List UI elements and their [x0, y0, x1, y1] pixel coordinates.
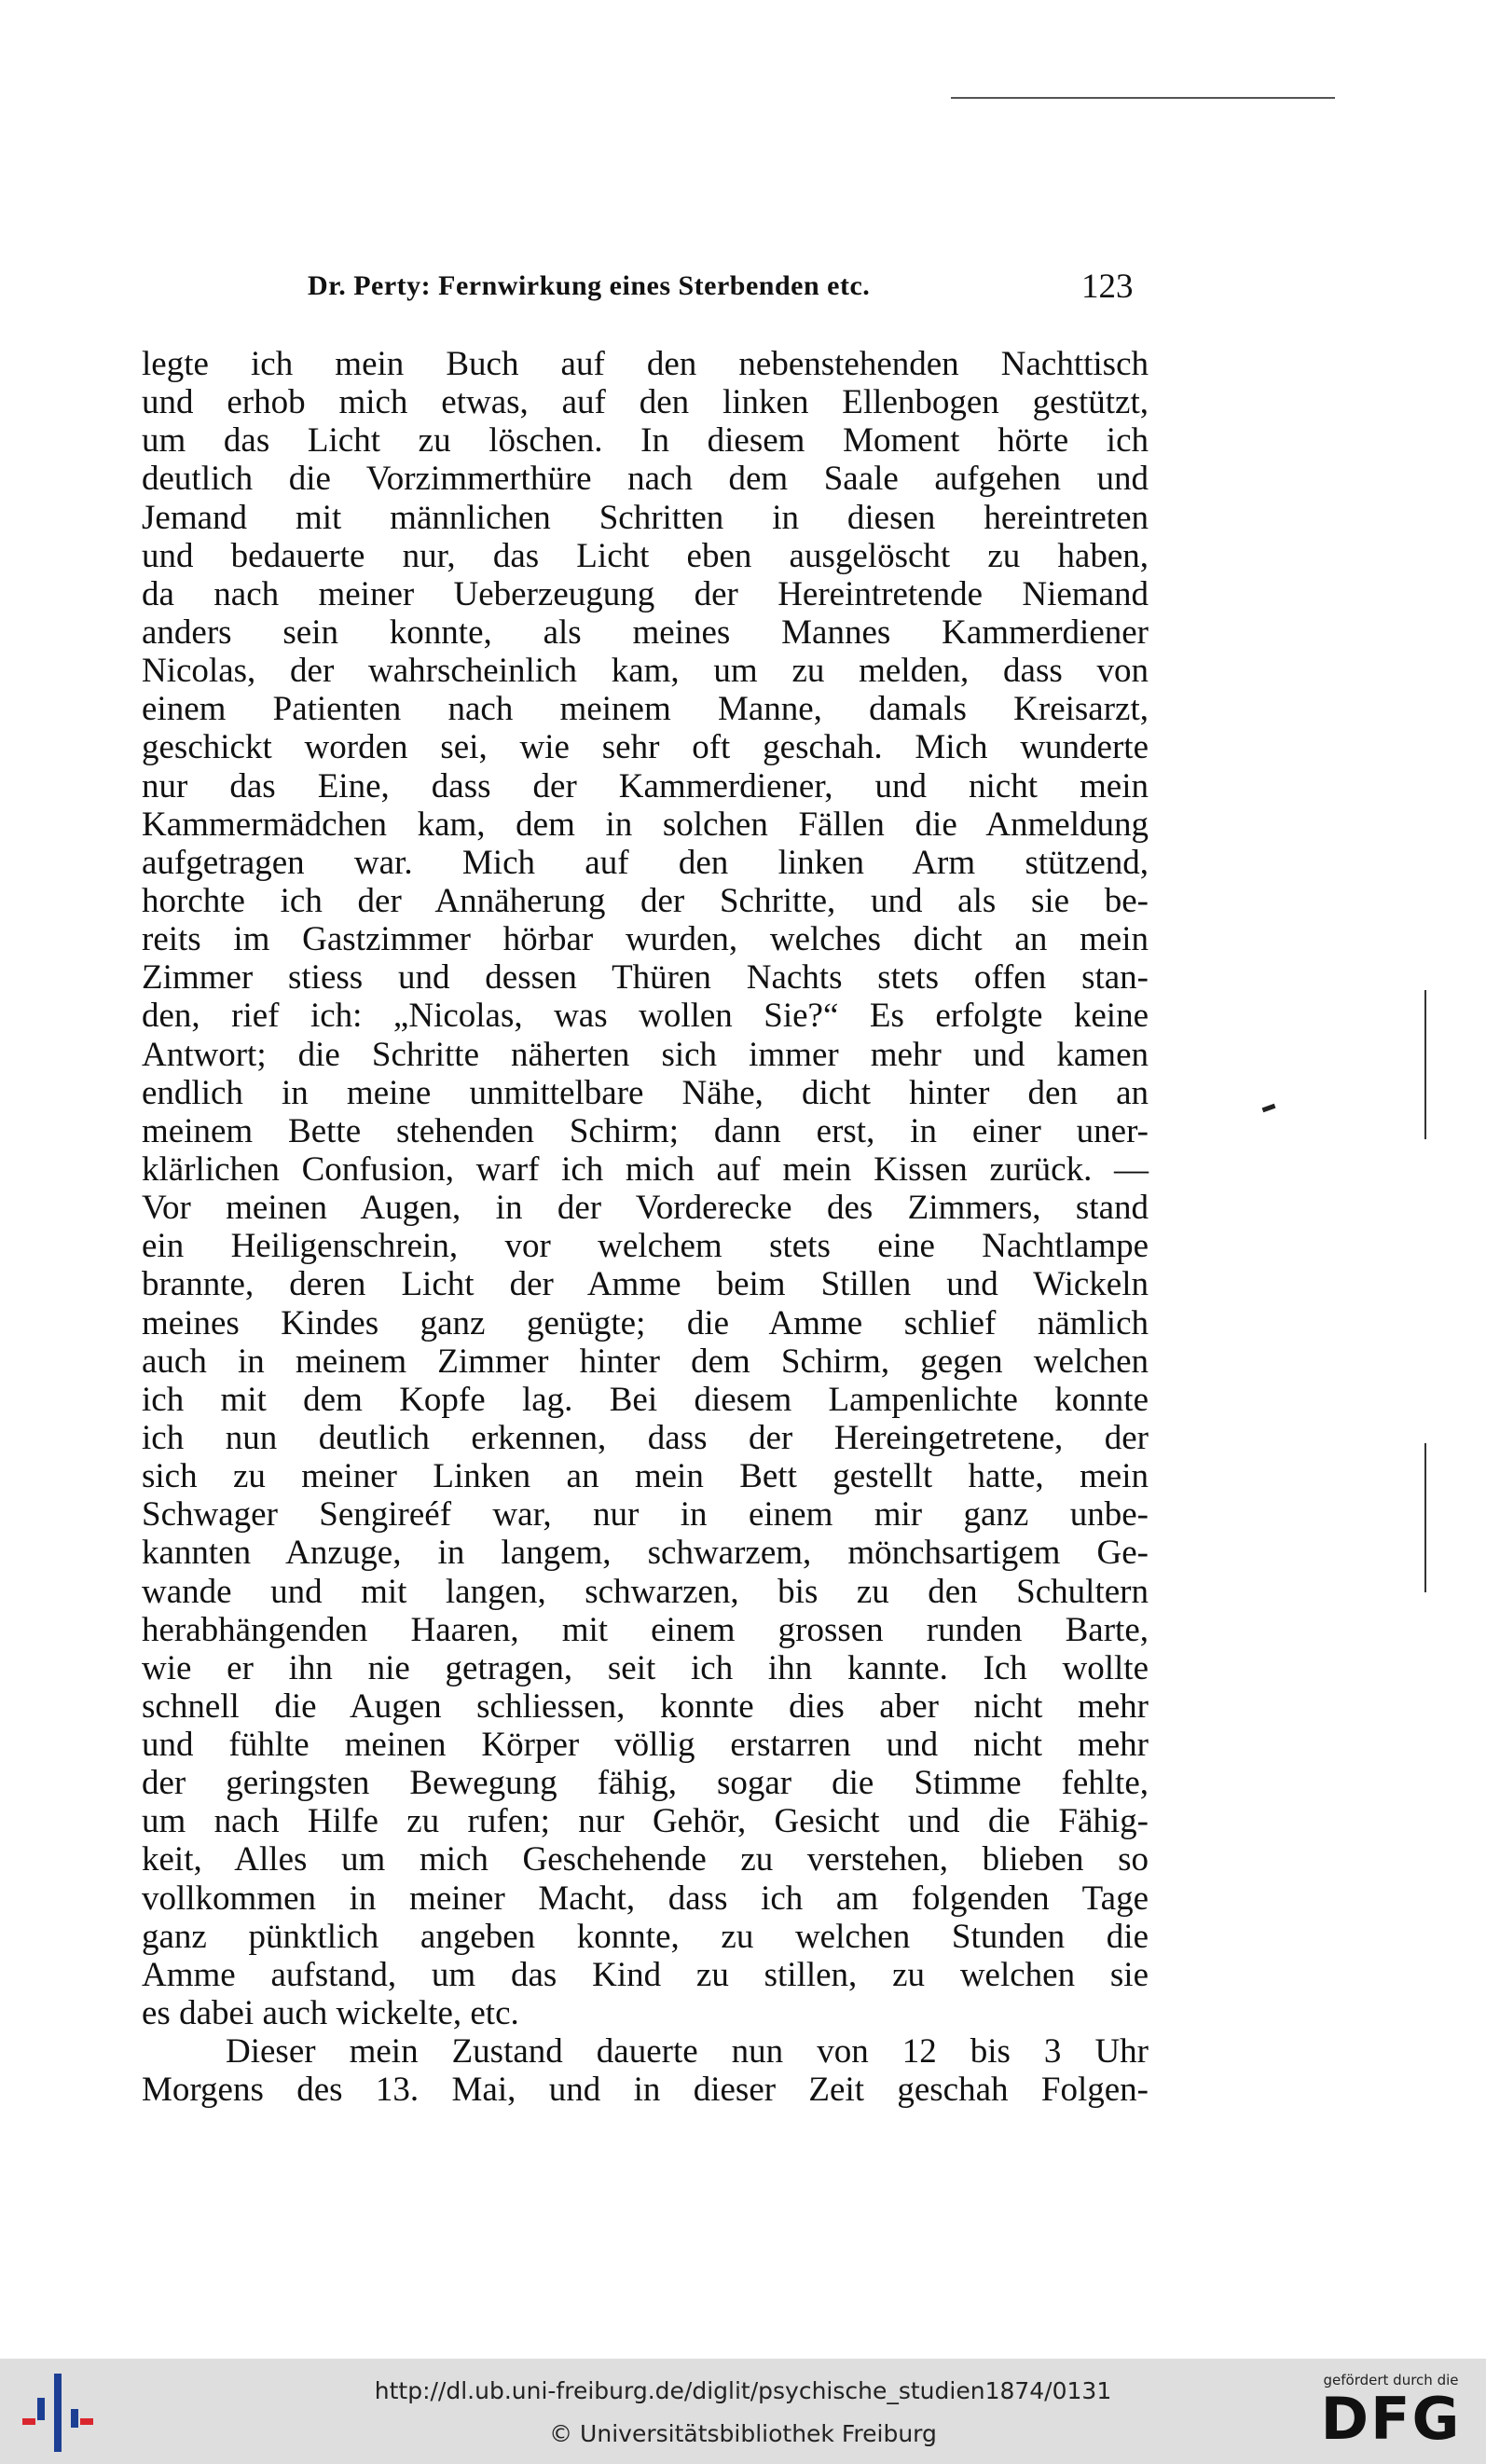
text-line: und bedauerte nur, das Licht eben ausgelöscht zu haben, [142, 536, 1149, 575]
text-line: um das Licht zu löschen. In diesem Moment hörte ich [142, 421, 1149, 461]
text-line: aufgetragen war. Mich auf den linken Arm stützend, [142, 843, 1149, 882]
running-head: Dr. Perty: Fernwirkung eines Sterbenden etc. [308, 270, 871, 301]
margin-mark [1424, 990, 1426, 1139]
text-line: da nach meiner Ueberzeugung der Hereintretende Niemand [142, 574, 1149, 613]
text-line: um nach Hilfe zu rufen; nur Gehör, Gesicht und die Fähig- [142, 1802, 1149, 1841]
text-line: Morgens des 13. Mai, und in dieser Zeit geschah Folgen- [142, 2071, 1149, 2110]
text-line: ich mit dem Kopfe lag. Bei diesem Lampenlichte konnte [142, 1380, 1149, 1419]
text-line: Schwager Sengireéf war, nur in einem mir ganz unbe- [142, 1495, 1149, 1535]
text-line: nur das Eine, dass der Kammerdiener, und nicht mein [142, 766, 1149, 805]
text-line: Nicolas, der wahrscheinlich kam, um zu melden, dass von [142, 652, 1149, 691]
text-line: schnell die Augen schliessen, konnte dies aber nicht mehr [142, 1686, 1149, 1726]
text-line: auch in meinem Zimmer hinter dem Schirm, gegen welchen [142, 1342, 1149, 1381]
text-line: geschickt worden sei, wie sehr oft geschah. Mich wunderte [142, 728, 1149, 767]
text-line: vollkommen in meiner Macht, dass ich am folgenden Tage [142, 1879, 1149, 1918]
margin-mark [1424, 1443, 1426, 1592]
text-line: und erhob mich etwas, auf den linken Ellenbogen gestützt, [142, 383, 1149, 422]
text-line: wande und mit langen, schwarzen, bis zu den Schultern [142, 1572, 1149, 1611]
text-line: Zimmer stiess und dessen Thüren Nachts stets offen stan- [142, 958, 1149, 998]
text-line: ein Heiligenschrein, vor welchem stets eine Nachtlampe [142, 1227, 1149, 1266]
text-line: keit, Alles um mich Geschehende zu verstehen, blieben so [142, 1840, 1149, 1879]
text-line: Antwort; die Schritte näherten sich immer mehr und kamen [142, 1035, 1149, 1074]
text-line: Amme aufstand, um das Kind zu stillen, zu welchen sie [142, 1955, 1149, 1994]
footer-bar [0, 2359, 1486, 2464]
footer-copyright: © Universitätsbibliothek Freiburg [549, 2420, 937, 2447]
text-line: horchte ich der Annäherung der Schritte, und als sie be- [142, 881, 1149, 920]
text-line: und fühlte meinen Körper völlig erstarren und nicht mehr [142, 1726, 1149, 1765]
text-line: ganz pünktlich angeben konnte, zu welchen Stunden die [142, 1917, 1149, 1956]
text-line: es dabei auch wickelte, etc. [142, 1994, 519, 2033]
text-line: endlich in meine unmittelbare Nähe, dicht hinter den an [142, 1073, 1149, 1112]
text-line: brannte, deren Licht der Amme beim Stillen und Wickeln [142, 1265, 1149, 1304]
text-line: sich zu meiner Linken an mein Bett gestellt hatte, mein [142, 1457, 1149, 1496]
text-line: Dieser mein Zustand dauerte nun von 12 bis 3 Uhr [226, 2032, 1149, 2072]
text-line: Jemand mit männlichen Schritten in diesen hereintreten [142, 498, 1149, 537]
margin-mark [1262, 1104, 1276, 1112]
top-rule [951, 97, 1335, 99]
dfg-logo [1309, 2372, 1473, 2456]
text-line: einem Patienten nach meinem Manne, damals Kreisarzt, [142, 690, 1149, 729]
footer-url[interactable]: http://dl.ub.uni-freiburg.de/diglit/psychische_studien1874/0131 [374, 2377, 1112, 2404]
text-line: anders sein konnte, als meines Mannes Kammerdiener [142, 613, 1149, 652]
text-line: kannten Anzuge, in langem, schwarzem, mönchsartigem Ge- [142, 1534, 1149, 1573]
dfg-logo-text: DFG [1320, 2385, 1462, 2453]
text-line: der geringsten Bewegung fähig, sogar die Stimme fehlte, [142, 1764, 1149, 1803]
text-line: ich nun deutlich erkennen, dass der Hereingetretene, der [142, 1418, 1149, 1457]
page-number: 123 [1081, 268, 1134, 306]
text-line: wie er ihn nie getragen, seit ich ihn kannte. Ich wollte [142, 1648, 1149, 1687]
text-line: herabhängenden Haaren, mit einem grossen runden Barte, [142, 1610, 1149, 1649]
text-line: klärlichen Confusion, warf ich mich auf mein Kissen zurück. — [142, 1149, 1149, 1189]
text-line: deutlich die Vorzimmerthüre nach dem Saale aufgehen und [142, 460, 1149, 499]
text-line: reits im Gastzimmer hörbar wurden, welches dicht an mein [142, 920, 1149, 959]
text-line: meinem Bette stehenden Schirm; dann erst, in einer uner- [142, 1111, 1149, 1150]
text-line: Kammermädchen kam, dem in solchen Fällen die Anmeldung [142, 805, 1149, 844]
dfg-caption: gefördert durch die [1323, 2372, 1459, 2388]
body-text [142, 345, 1149, 2109]
text-line: meines Kindes ganz genügte; die Amme schlief nämlich [142, 1303, 1149, 1342]
text-line: Vor meinen Augen, in der Vorderecke des Zimmers, stand [142, 1189, 1149, 1228]
text-line: den, rief ich: „Nicolas, was wollen Sie?“ Es erfolgte keine [142, 997, 1149, 1036]
text-line: legte ich mein Buch auf den nebenstehenden Nachttisch [142, 345, 1149, 383]
